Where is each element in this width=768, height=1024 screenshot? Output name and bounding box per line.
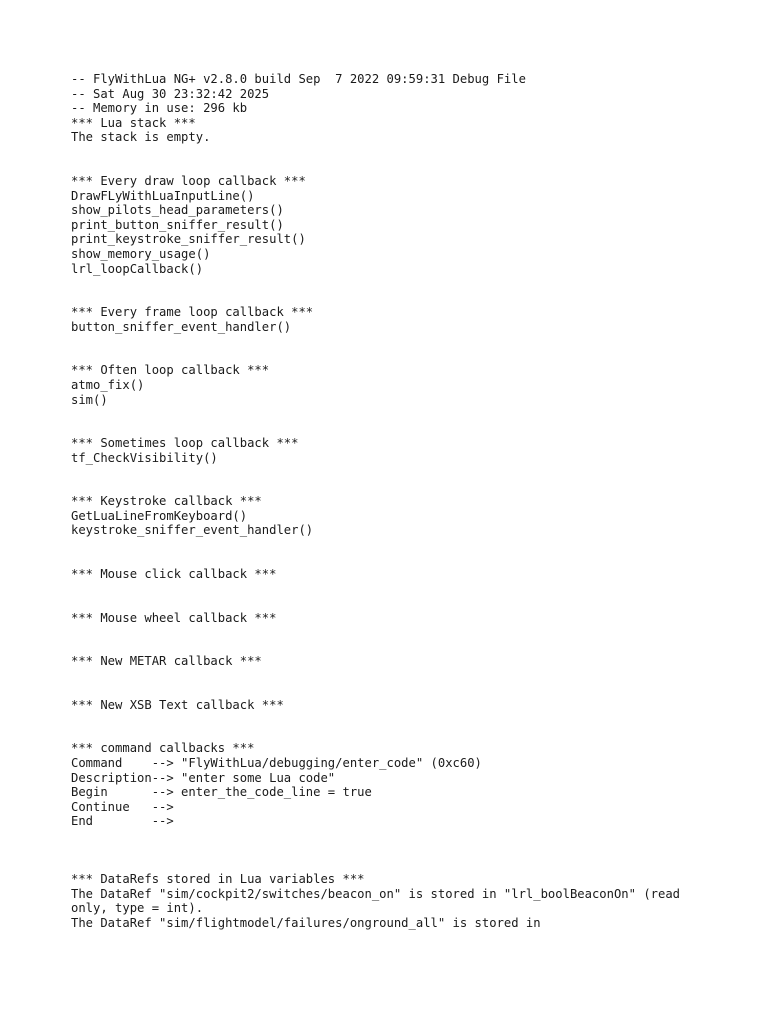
callback-entry: show_memory_usage() [71,246,211,261]
section-title: *** Keystroke callback *** [71,494,262,509]
command-end: End --> [71,814,174,829]
callback-entry: print_keystroke_sniffer_result() [71,232,306,247]
callback-entry: sim() [71,392,108,407]
lua-stack-heading: *** Lua stack *** [71,115,196,130]
section-mouse-wheel [71,611,711,626]
log-title-line: -- FlyWithLua NG+ v2.8.0 build Sep 7 2022 09:59:31 Debug File [71,72,526,86]
section-title: *** Often loop callback *** [71,363,270,378]
dataref-entry: The DataRef "sim/cockpit2/switches/beacon_on" is stored in "lrl_boolBeaconOn" (read only, type = int). [71,886,688,916]
callback-entry: GetLuaLineFromKeyboard() [71,508,248,523]
callback-entry: keystroke_sniffer_event_handler() [71,523,314,538]
section-title: *** Every draw loop callback *** [71,173,306,188]
callback-entry: show_pilots_head_parameters() [71,203,284,218]
section-new-metar [71,654,711,669]
section-new-xsb-text [71,698,711,713]
callback-entry: lrl_loopCallback() [71,261,204,276]
section-title: *** New METAR callback *** [71,654,262,669]
section-title: *** command callbacks *** [71,741,255,756]
section-often-loop [71,363,711,407]
section-command-callbacks [71,741,711,829]
dataref-entry: The DataRef "sim/flightmodel/failures/onground_all" is stored in [71,915,541,930]
section-title: *** DataRefs stored in Lua variables *** [71,872,365,886]
debug-log-document [71,72,711,930]
command-continue: Continue --> [71,799,174,814]
log-header [71,72,711,145]
section-frame-loop [71,305,711,334]
section-title: *** Mouse wheel callback *** [71,610,277,625]
section-title: *** Sometimes loop callback *** [71,436,299,451]
section-title: *** Mouse click callback *** [71,567,277,582]
callback-entry: DrawFLyWithLuaInputLine() [71,188,255,203]
section-title: *** Every frame loop callback *** [71,305,314,320]
section-sometimes-loop [71,436,711,465]
callback-entry: button_sniffer_event_handler() [71,319,292,334]
callback-entry: print_button_sniffer_result() [71,217,284,232]
callback-entry: tf_CheckVisibility() [71,450,218,465]
log-date-line: -- Sat Aug 30 23:32:42 2025 [71,86,270,101]
command-begin: Begin --> enter_the_code_line = true [71,785,372,800]
command-description: Description--> "enter some Lua code" [71,770,336,785]
command-entry: Command --> "FlyWithLua/debugging/enter_code" (0xc60) [71,756,482,771]
section-mouse-click [71,567,711,582]
section-title: *** New XSB Text callback *** [71,697,284,712]
log-memory-line: -- Memory in use: 296 kb [71,101,248,116]
callback-entry: atmo_fix() [71,377,145,392]
section-keystroke [71,494,711,538]
section-datarefs [71,872,711,930]
lua-stack-status: The stack is empty. [71,130,211,145]
section-draw-loop [71,174,711,276]
